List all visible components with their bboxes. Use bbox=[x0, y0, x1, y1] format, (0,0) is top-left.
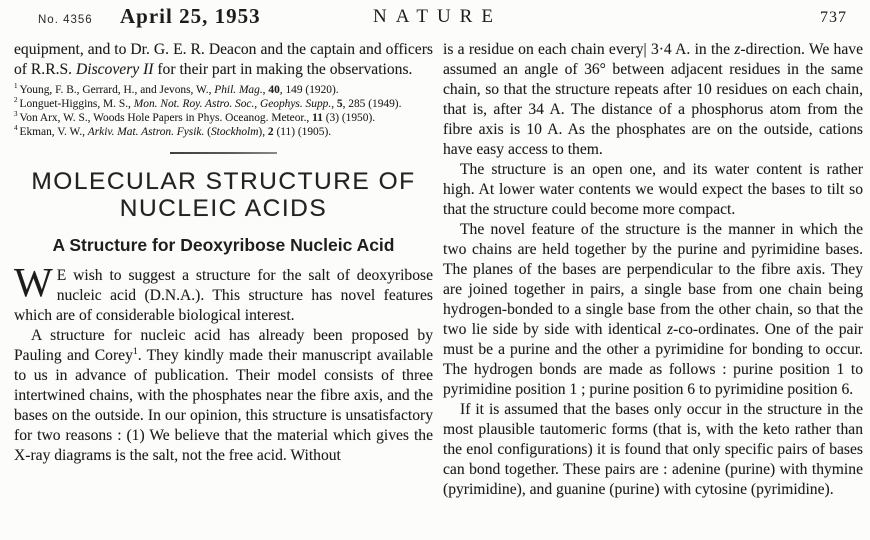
body-paragraph-continuation: is a residue on each chain every| 3·4 A. in the z-direction. We have assumed an angle of 36° between adjacent residues in the same chain, so that the structure repeats after 10 residues on each chain, that is, after 34 A. The distance of a phosphorus atom from the fibre axis is 10 A. As the phosphates are on the outside, cations have easy access to them. bbox=[443, 41, 863, 158]
reference-text: Von Arx, W. S., Woods Hole Papers in Phys. Oceanog. Meteor., 11 (3) (1950). bbox=[19, 112, 376, 124]
reference-text: Longuet-Higgins, M. S., Mon. Not. Roy. Astro. Soc., Geophys. Supp., 5, 285 (1949). bbox=[19, 98, 402, 110]
issue-date: April 25, 1953 bbox=[120, 4, 261, 28]
article-title-line-2: NUCLEIC ACIDS bbox=[119, 195, 328, 222]
section-divider-rule bbox=[170, 152, 277, 154]
reference-marker: 2 bbox=[14, 96, 18, 105]
issue-number: No. 4356 bbox=[38, 14, 93, 26]
right-column bbox=[443, 40, 863, 500]
reference-marker: 3 bbox=[14, 110, 18, 119]
article-opening-paragraph bbox=[14, 259, 433, 326]
reference-text: Ekman, V. W., Arkiv. Mat. Astron. Fysik. (Stockholm), 2 (11) (1905). bbox=[19, 126, 332, 138]
body-paragraph: If it is assumed that the bases only occur in the structure in the most plausible tautomeric forms (that is, with the keto rather than the enol configurations) it is found that only specific pairs of bases can bond together. These pairs are : adenine (purine) with thymine (pyrimidine), and guanine (purine) with cytosine (pyrimidine). bbox=[443, 401, 863, 498]
reference-marker: 1 bbox=[14, 82, 18, 91]
article-subtitle: A Structure for Deoxyribose Nucleic Acid bbox=[52, 235, 395, 255]
body-paragraph: The structure is an open one, and its water content is rather high. At lower water contents we would expect the bases to tilt so that the structure could become more compact. bbox=[443, 161, 863, 218]
reference-item bbox=[14, 97, 433, 111]
article-paragraph: A structure for nucleic acid has already been proposed by Pauling and Corey$^1$. They kindly made their manuscript available to us in advance of publication. Their model consists of three intertwined chains, with the phosphates near the fibre axis, and the bases on the outside. In our opinion, this structure is unsatisfactory for two reasons : (1) We believe that the material which gives the X-ray diagrams is the salt, not the free acid. Without bbox=[14, 327, 433, 464]
journal-title: NATURE bbox=[373, 6, 502, 27]
reference-text: Young, F. B., Gerrard, H., and Jevons, W., Phil. Mag., 40, 149 (1920). bbox=[19, 84, 339, 96]
acknowledgment-paragraph: equipment, and to Dr. G. E. R. Deacon and the captain and officers of R.R.S. Discovery II for their part in making the observations. bbox=[14, 41, 433, 78]
reference-marker: 4 bbox=[14, 124, 18, 133]
reference-item bbox=[14, 125, 433, 139]
opening-paragraph-text: E wish to suggest a structure for the salt of deoxyribose nucleic acid (D.N.A.). This structure has novel features which are of considerable biological interest. bbox=[14, 267, 433, 324]
body-paragraph: The novel feature of the structure is the manner in which the two chains are held together by the purine and pyrimidine bases. The planes of the bases are perpendicular to the fibre axis. They are joined together in pairs, a single base from one chain being hydrogen-bonded to a single base from the other chain, so that the two lie side by side with identical z-co-ordinates. One of the pair must be a purine and the other a pyrimidine for bonding to occur. The hydrogen bonds are made as follows : purine position 1 to pyrimidine position 1 ; purine position 6 to pyrimidine position 6. bbox=[443, 221, 863, 398]
article-title bbox=[14, 168, 433, 222]
drop-cap: W bbox=[14, 259, 53, 305]
reference-item bbox=[14, 83, 433, 97]
references-list bbox=[14, 83, 433, 139]
left-column bbox=[14, 40, 433, 466]
page-number: 737 bbox=[820, 9, 847, 26]
article-title-line-1: MOLECULAR STRUCTURE OF bbox=[31, 168, 416, 195]
reference-item bbox=[14, 111, 433, 125]
